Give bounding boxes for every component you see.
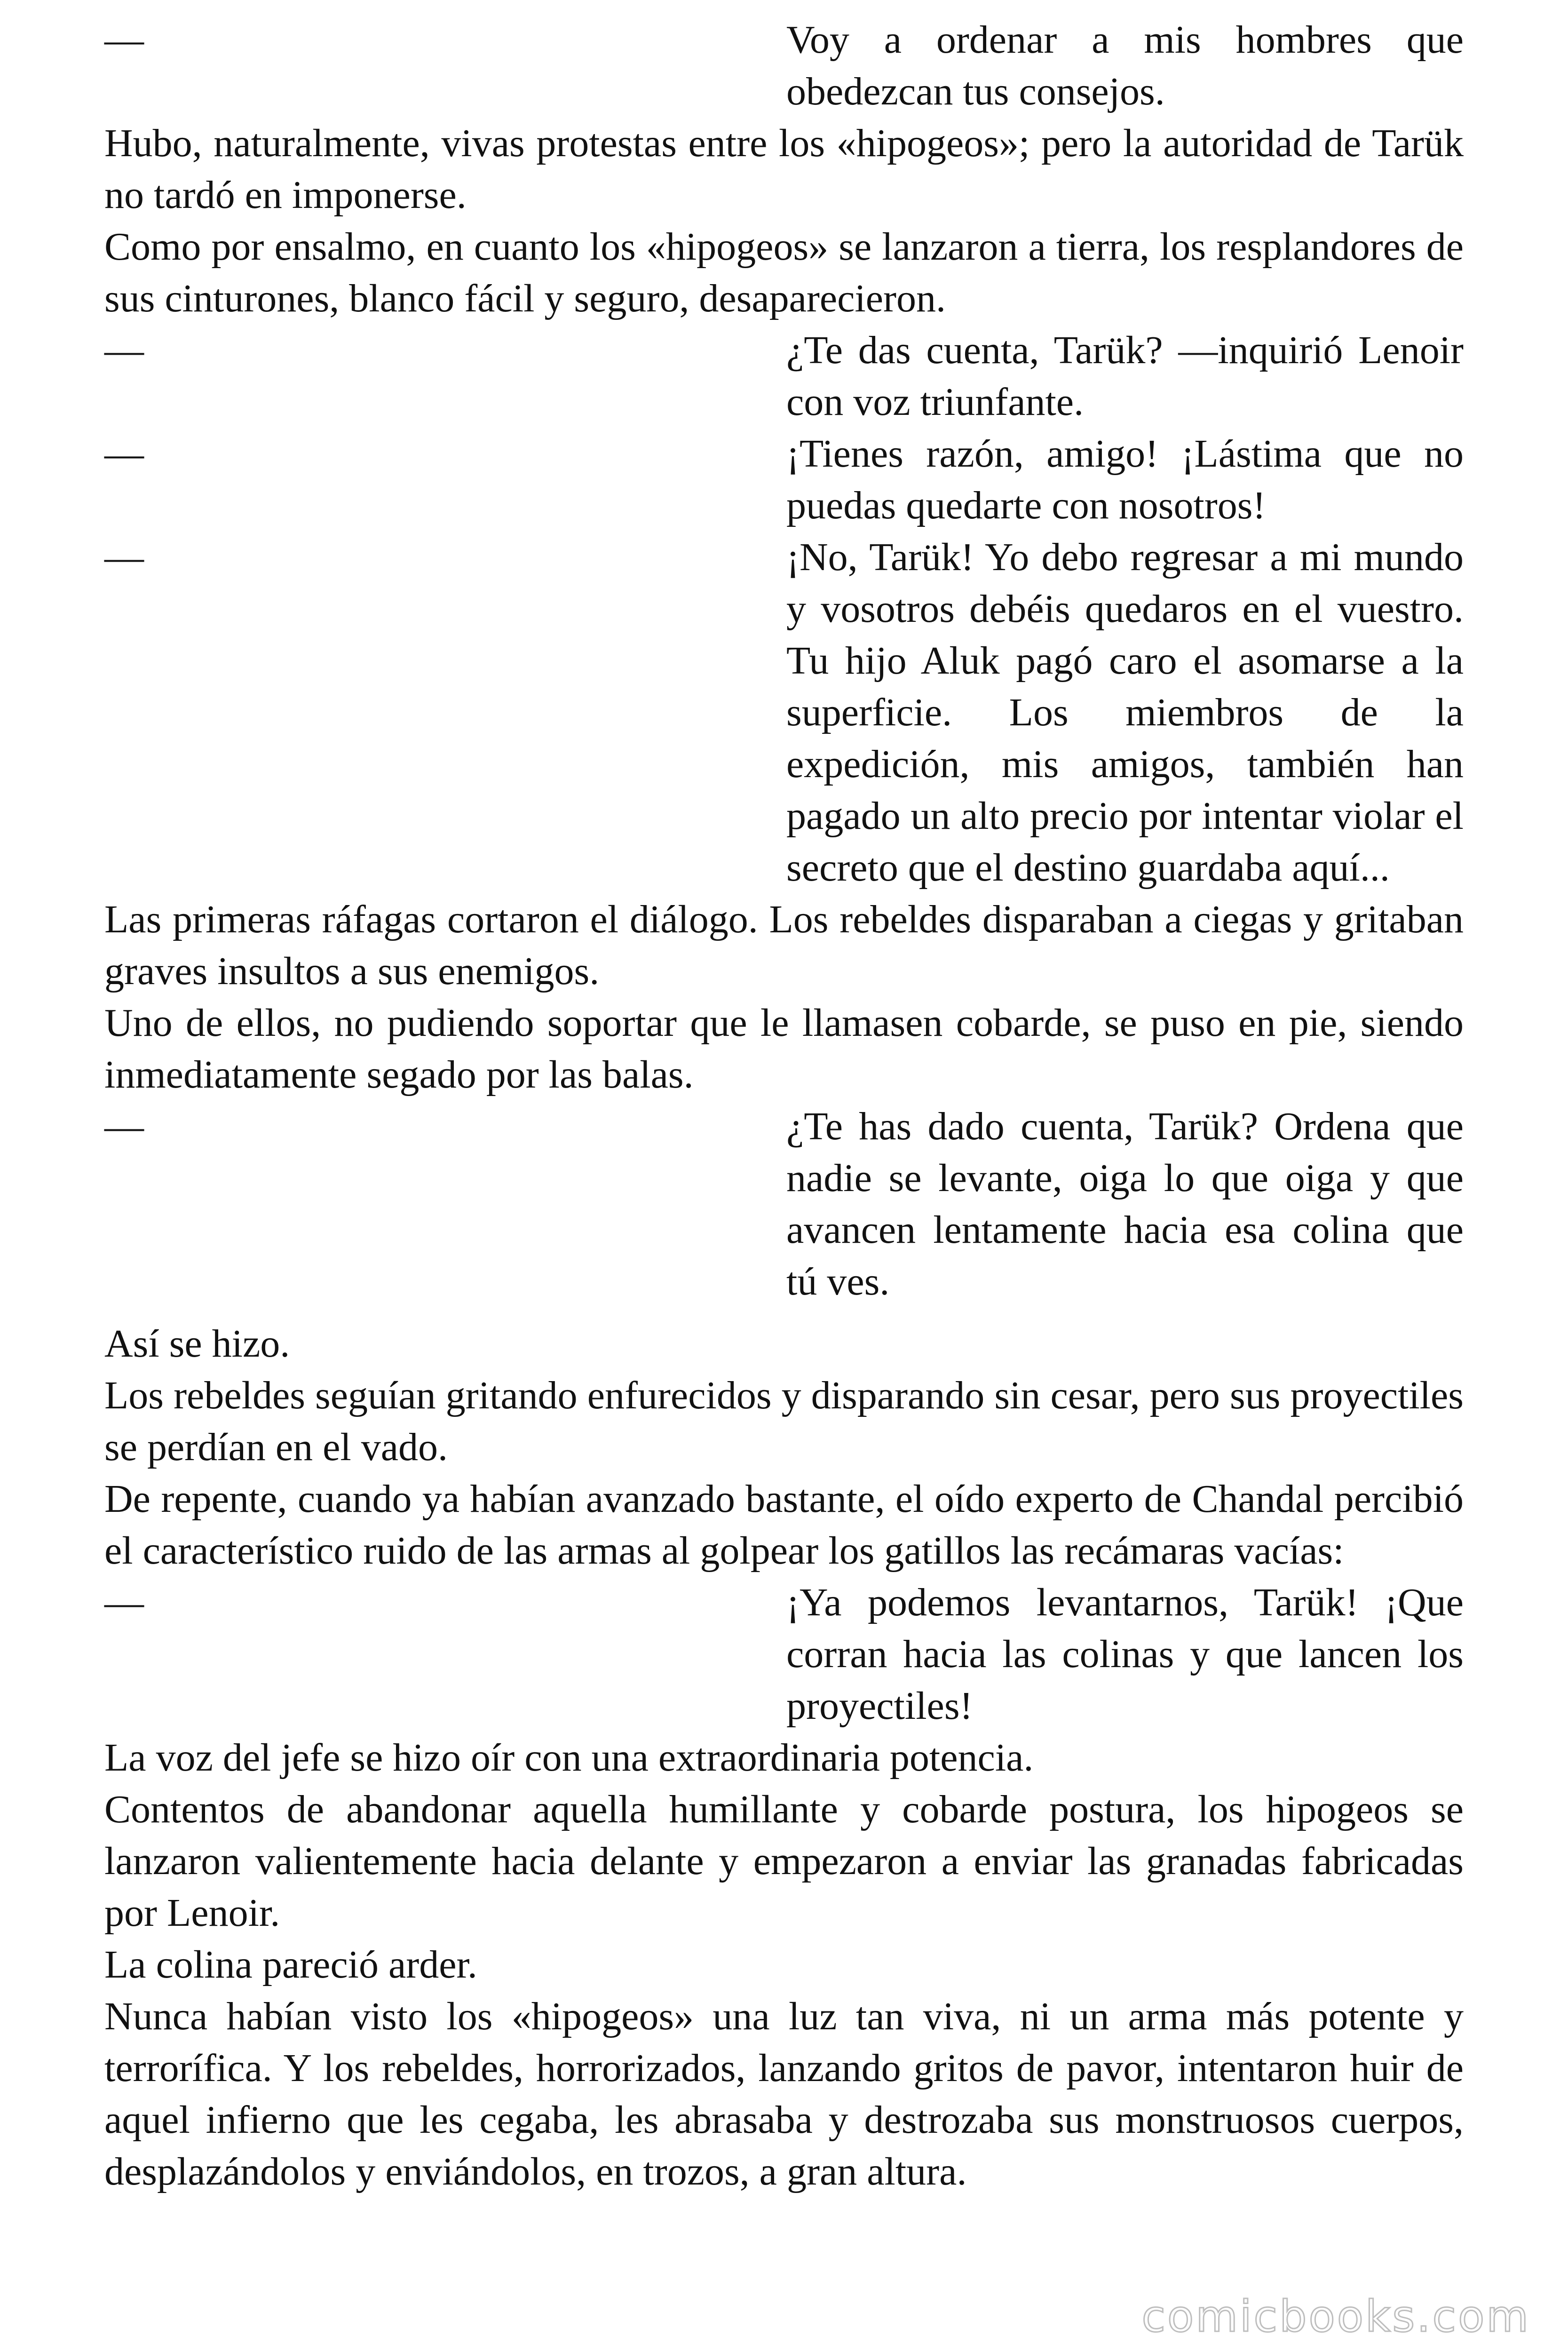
dialogue-text: ¡Ya podemos levantarnos, Tarük! ¡Que corran hacia las colinas y que lancen los proyectiles!	[786, 1581, 1464, 1728]
paragraph: Los rebeldes seguían gritando enfurecidos y disparando sin cesar, pero sus proyectiles se perdían en el vado.	[104, 1374, 1464, 1469]
paragraph: Contentos de abandonar aquella humillante y cobarde postura, los hipogeos se lanzaron valientemente hacia delante y empezaron a enviar las granadas fabricadas por Lenoir.	[104, 1788, 1464, 1935]
dialogue-text: ¡Tienes razón, amigo! ¡Lástima que no puedas quedarte con nosotros!	[786, 432, 1464, 527]
dialogue-line	[104, 325, 1464, 428]
dialogue-dash: —	[104, 1581, 144, 1624]
paragraph: La voz del jefe se hizo oír con una extraordinaria potencia.	[104, 1736, 1034, 1780]
paragraph: Uno de ellos, no pudiendo soportar que le llamasen cobarde, se puso en pie, siendo inmediatamente segado por las balas.	[104, 1001, 1464, 1097]
dialogue-text: Voy a ordenar a mis hombres que obedezcan tus consejos.	[786, 18, 1464, 113]
paragraph: Las primeras ráfagas cortaron el diálogo. Los rebeldes disparaban a ciegas y gritaban graves insultos a sus enemigos.	[104, 898, 1464, 993]
dialogue-dash: —	[104, 18, 144, 62]
paragraph: La colina pareció arder.	[104, 1943, 477, 1986]
dialogue-dash: —	[104, 432, 144, 476]
dialogue-line	[104, 14, 1464, 118]
paragraph: Como por ensalmo, en cuanto los «hipogeos» se lanzaron a tierra, los resplandores de sus cinturones, blanco fácil y seguro, desaparecieron.	[104, 225, 1464, 320]
dialogue-text: ¿Te has dado cuenta, Tarük? Ordena que nadie se levante, oiga lo que oiga y que avancen lentamente hacia esa colina que tú ves.	[786, 1104, 1464, 1303]
dialogue-dash: —	[104, 328, 144, 372]
spacer	[104, 1308, 1464, 1318]
dialogue-line	[104, 1101, 1464, 1308]
dialogue-dash: —	[104, 1104, 144, 1148]
dialogue-text: ¿Te das cuenta, Tarük? —inquirió Lenoir con voz triunfante.	[786, 328, 1464, 424]
paragraph: Nunca habían visto los «hipogeos» una luz tan viva, ni un arma más potente y terrorífica. Y los rebeldes, horrorizados, lanzando gritos de pavor, intentaron huir de aquel infierno que les cegaba, les abrasaba y destrozaba sus monstruosos cuerpos, desplazándolos y enviándolos, en trozos, a gran altura.	[104, 1994, 1464, 2193]
dialogue-dash: —	[104, 535, 144, 579]
watermark: comicbooks.com	[1141, 2291, 1530, 2342]
dialogue-line	[104, 428, 1464, 532]
dialogue-text: ¡No, Tarük! Yo debo regresar a mi mundo y vosotros debéis quedaros en el vuestro. Tu hijo Aluk pagó caro el asomarse a la superficie. Los miembros de la expedición, mis amigos, también han pagado un alto precio por intentar violar el secreto que el destino guardaba aquí...	[786, 535, 1464, 890]
paragraph: Así se hizo.	[104, 1322, 290, 1366]
dialogue-line	[104, 1577, 1464, 1732]
dialogue-line	[104, 532, 1464, 894]
paragraph: Hubo, naturalmente, vivas protestas entre los «hipogeos»; pero la autoridad de Tarük no tardó en imponerse.	[104, 121, 1464, 217]
page-text	[104, 14, 1464, 2198]
paragraph: De repente, cuando ya habían avanzado bastante, el oído experto de Chandal percibió el característico ruido de las armas al golpear los gatillos las recámaras vacías:	[104, 1477, 1464, 1573]
